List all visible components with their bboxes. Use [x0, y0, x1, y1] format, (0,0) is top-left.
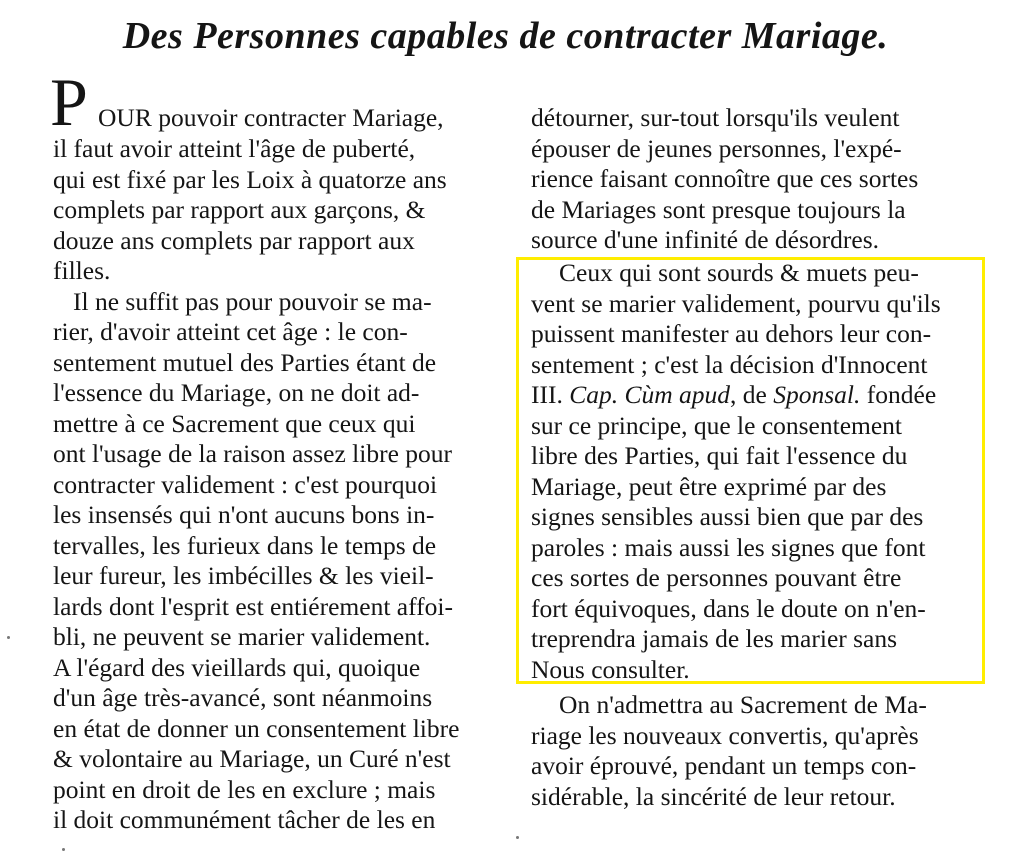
text-line: sur ce principe, que le consentement	[531, 410, 903, 440]
citation-mid: , de	[730, 380, 767, 409]
citation-prefix: III.	[531, 380, 563, 409]
text-line: & volontaire au Mariage, un Curé n'est	[53, 744, 451, 773]
text-line: qui est fixé par les Loix à quatorze ans	[53, 164, 447, 194]
scan-speck	[7, 636, 10, 639]
text-line: les insensés qui n'ont aucuns bons in-	[53, 500, 435, 529]
text-line: source d'une infinité de désordres.	[531, 225, 880, 254]
text-line: sidérable, la sincérité de leur retour.	[531, 781, 896, 811]
text-line: treprendra jamais de les marier sans	[531, 624, 898, 653]
text-line: lards dont l'esprit est entiérement affoi-	[53, 591, 453, 621]
text-line: douze ans complets par rapport aux	[53, 225, 415, 255]
text-line: filles.	[53, 256, 111, 285]
text-line: contracter validement : c'est pourquoi	[53, 469, 438, 499]
text-line: riage les nouveaux convertis, qu'après	[531, 720, 919, 750]
citation-line	[531, 380, 975, 410]
text-line: A l'égard des vieillards qui, quoique	[53, 652, 421, 682]
drop-cap: P	[50, 64, 88, 140]
text-line: Il ne suffit pas pour pouvoir se ma-	[73, 286, 432, 316]
text-line: ces sortes de personnes pouvant être	[531, 563, 902, 592]
text-line: Mariage, peut être exprimé par des	[531, 471, 887, 501]
text-line: en état de donner un consentement libre	[53, 713, 460, 743]
text-line: tervalles, les furieux dans le temps de	[53, 530, 437, 560]
text-line: Nous consulter.	[531, 654, 690, 684]
left-first-line	[98, 103, 498, 133]
citation-italic-1: Cap. Cùm apud	[569, 380, 731, 409]
text-line: épouser de jeunes personnes, l'expé-	[531, 133, 902, 163]
text-line: de Mariages sont presque toujours la	[531, 194, 906, 224]
text-line: vent se marier validement, pourvu qu'ils	[531, 288, 941, 318]
text-line: fort équivoques, dans le doute on n'en-	[531, 593, 926, 623]
text-line: rier, d'avoir atteint cet âge : le con-	[53, 317, 408, 346]
text-line: l'essence du Mariage, on ne doit ad-	[53, 378, 420, 407]
first-line-rest: pouvoir contracter Mariage,	[158, 103, 444, 132]
text-line: il faut avoir atteint l'âge de puberté,	[53, 134, 416, 163]
scan-speck	[516, 836, 519, 839]
text-line: avoir éprouvé, pendant un temps con-	[531, 751, 917, 780]
text-line: signes sensibles aussi bien que par des	[531, 502, 924, 531]
text-line: Ceux qui sont sourds & muets peu-	[559, 258, 919, 287]
text-line: d'un âge très-avancé, sont néanmoins	[53, 683, 433, 712]
text-line: libre des Parties, qui fait l'essence du	[531, 441, 908, 470]
text-line: point en droit de les en exclure ; mais	[53, 774, 436, 804]
text-line: sentement ; c'est la décision d'Innocent	[531, 349, 928, 379]
text-line: il doit communément tâcher de les en	[53, 805, 436, 834]
text-line: On n'admettra au Sacrement de Ma-	[559, 690, 927, 719]
scan-speck	[62, 848, 65, 851]
citation-italic-2: Sponsal.	[773, 380, 861, 409]
text-line: mettre à ce Sacrement que ceux qui	[53, 408, 416, 438]
text-line: rience faisant connoître que ces sortes	[531, 164, 919, 193]
text-line: détourner, sur-tout lorsqu'ils veulent	[531, 103, 900, 132]
text-line: bli, ne peuvent se marier validement.	[53, 622, 431, 651]
text-line: complets par rapport aux garçons, &	[53, 195, 426, 224]
text-line: leur fureur, les imbécilles & les vieil-	[53, 561, 434, 590]
page-title: Des Personnes capables de contracter Mariage.	[122, 15, 889, 57]
citation-suffix: fondée	[866, 380, 937, 409]
text-line: sentement mutuel des Parties étant de	[53, 347, 437, 377]
text-line: ont l'usage de la raison assez libre pour	[53, 439, 453, 468]
text-line: puissent manifester au dehors leur con-	[531, 319, 932, 348]
text-line: paroles : mais aussi les signes que font	[531, 532, 926, 562]
first-line-caps: OUR	[98, 103, 152, 132]
